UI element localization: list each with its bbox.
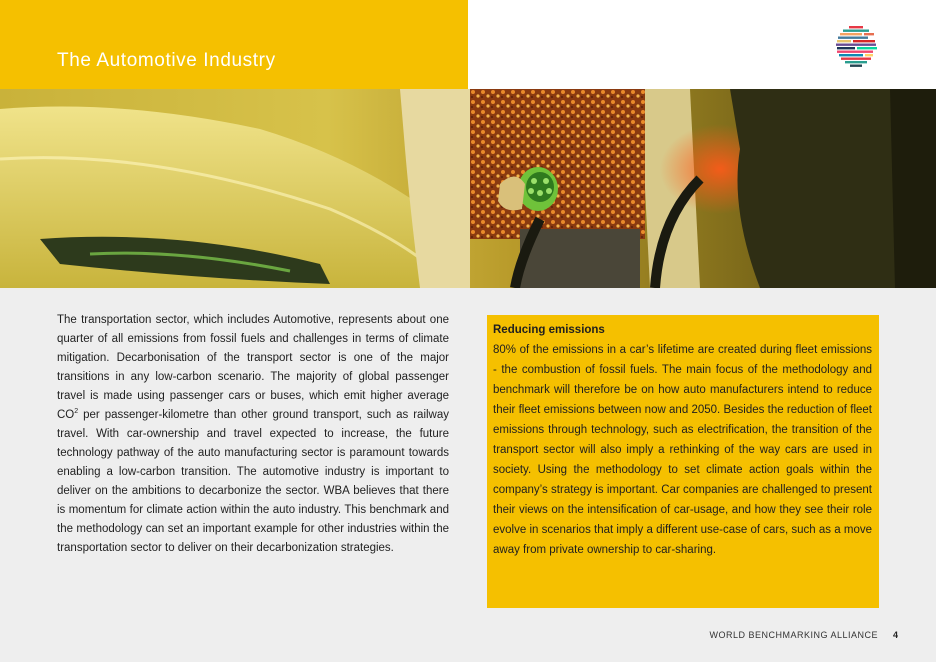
footer-organization: WORLD BENCHMARKING ALLIANCE [709,630,878,640]
page-number: 4 [893,630,899,640]
callout-text: 80% of the emissions in a car’s lifetime are created during fleet emissions - the combustion of fossil fuels. The main focus of the methodology and benchmark will therefore be on how auto manufacturers intend to reduce their fleet emissions between now and 2050. Besides the reduction of fleet emissions through technology, such as electrification, the transition of the transport sector will also imply a rethinking of the way cars are used in society. Using the methodology to set climate action goals within the company’s strategy is important. Car companies are challenged to present their views on the intensification of car-usage, and how they see their role evolve in scenarios that imply a different use-case of cars, such as a move away from private ownership to car-sharing. [493,344,872,556]
reducing-emissions-callout [487,315,879,608]
intro-text-part1: The transportation sector, which includes Automotive, represents about one quarter of all emissions from fossil fuels and challenges in terms of climate mitigation. Decarbonisation of the transport sector is one of the major transitions in any low-carbon scenario. The majority of global passenger travel is made using passenger cars or buses, which emit higher average CO [57,314,449,421]
callout-title: Reducing emissions [493,324,605,336]
wba-logo-icon [835,25,879,69]
intro-text-part2: per passenger-kilometre than other ground transport, such as railway travel. With car-ownership and travel expected to increase, the future technology pathway of the auto manufacturing sector is paramount towards enabling a low-carbon transition. The automotive industry is important to deliver on the ambitions to decarbonize the sector. WBA believes that there is momentum for climate action within the auto industry. This benchmark and the methodology can set an important example for other industries within the transportation sector to deliver on their decarbonization strategies. [57,409,449,554]
page-title: The Automotive Industry [57,50,276,71]
header-band [0,0,468,89]
intro-paragraph [57,311,449,558]
co2-superscript: 2 [74,408,79,416]
hero-photo [0,89,936,288]
